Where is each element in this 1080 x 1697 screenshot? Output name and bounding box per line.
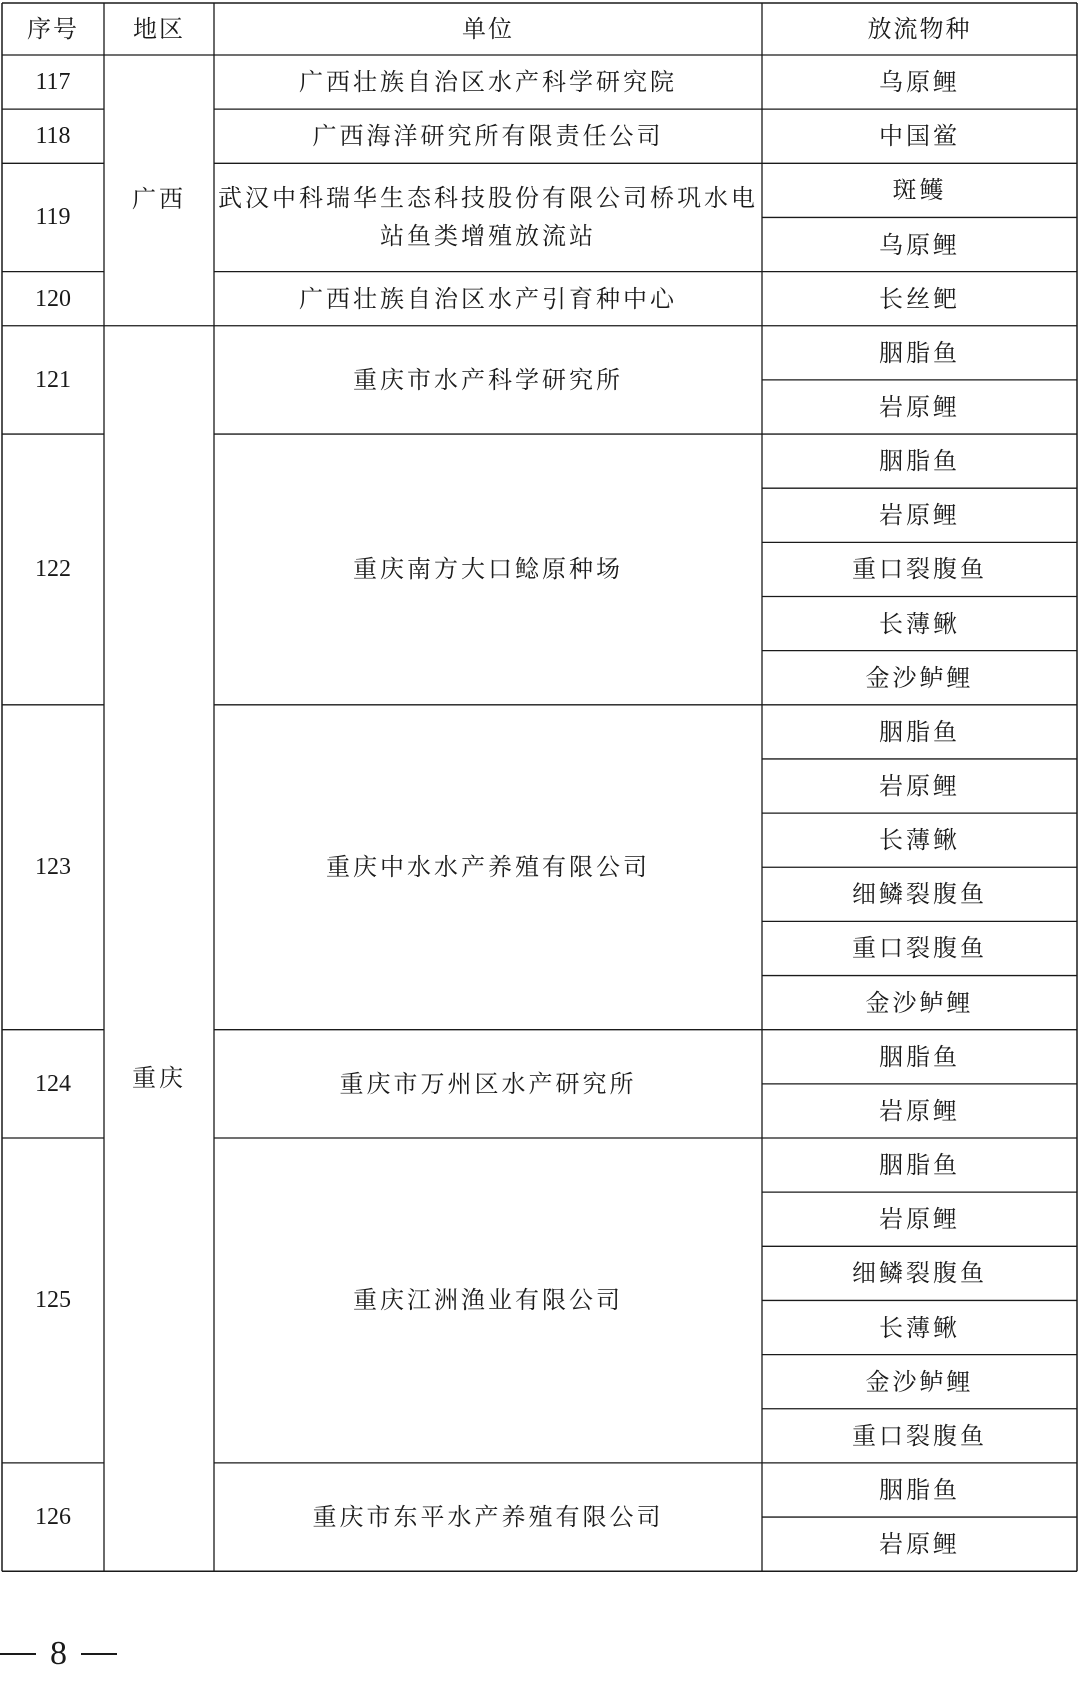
species-cell: 金沙鲈鲤: [865, 988, 974, 1017]
species-cell: 重口裂腹鱼: [852, 934, 987, 963]
text-line: 武汉中科瑞华生态科技股份有限公司桥巩水电: [218, 184, 758, 213]
header-species: 放流物种: [867, 15, 972, 43]
species-cell: 胭脂鱼: [879, 717, 960, 746]
footer-dash-right: [81, 1653, 117, 1655]
seq-cell: 123: [35, 854, 71, 881]
header-region: 地区: [133, 15, 185, 43]
species-cell: 胭脂鱼: [879, 1042, 960, 1071]
species-cell: 重口裂腹鱼: [852, 555, 987, 584]
species-cell: 长丝鲃: [879, 284, 960, 313]
seq-cell: 117: [35, 69, 71, 96]
species-cell: 乌原鲤: [879, 68, 960, 97]
text-line: 广西壮族自治区水产科学研究院: [299, 68, 677, 97]
text-line: 广西海洋研究所有限责任公司: [312, 122, 664, 151]
seq-cell: 125: [35, 1287, 71, 1314]
species-cell: 岩原鲤: [879, 1205, 960, 1234]
seq-cell: 119: [35, 204, 71, 231]
text-line: 站鱼类增殖放流站: [380, 222, 596, 251]
region-chongqing: 重庆: [132, 1064, 186, 1093]
page-number: 8: [50, 1635, 67, 1672]
species-cell: 岩原鲤: [879, 501, 960, 530]
species-cell: 胭脂鱼: [879, 338, 960, 367]
text-line: 重庆市东平水产养殖有限公司: [312, 1503, 664, 1532]
species-cell: 细鳞裂腹鱼: [852, 1259, 987, 1288]
text-line: 重庆江洲渔业有限公司: [353, 1286, 623, 1315]
seq-cell: 118: [35, 123, 71, 150]
text-line: 广西壮族自治区水产引育种中心: [299, 284, 677, 313]
footer-dash-left: [0, 1653, 36, 1655]
species-cell: 细鳞裂腹鱼: [852, 880, 987, 909]
text-line: 重庆市万州区水产研究所: [339, 1069, 637, 1098]
species-cell: 金沙鲈鲤: [865, 1367, 974, 1396]
species-cell: 岩原鲤: [879, 772, 960, 800]
page-footer: [0, 1632, 117, 1676]
species-cell: 金沙鲈鲤: [865, 663, 974, 692]
species-cell: 长薄鳅: [879, 609, 960, 638]
species-cell: 岩原鲤: [879, 392, 960, 421]
species-cell: 长薄鳅: [879, 1313, 960, 1342]
species-cell: 胭脂鱼: [879, 447, 960, 476]
species-cell: 长薄鳅: [879, 826, 960, 855]
seq-cell: 126: [35, 1504, 71, 1531]
species-cell: 重口裂腹鱼: [852, 1421, 987, 1450]
seq-cell: 121: [35, 366, 71, 393]
text-line: 重庆南方大口鲶原种场: [353, 555, 623, 584]
header-unit: 单位: [462, 15, 514, 43]
species-cell: 岩原鲤: [879, 1096, 960, 1125]
species-cell: 乌原鲤: [879, 230, 960, 259]
species-cell: 岩原鲤: [879, 1530, 960, 1559]
text-line: 重庆中水水产养殖有限公司: [326, 853, 650, 882]
seq-cell: 120: [35, 285, 71, 312]
species-cell: 斑鳠: [892, 176, 947, 205]
seq-cell: 124: [35, 1070, 71, 1097]
seq-cell: 122: [35, 556, 71, 583]
species-cell: 中国鲎: [879, 122, 960, 151]
text-line: 重庆市水产科学研究所: [353, 365, 623, 394]
region-guangxi: 广西: [132, 184, 186, 213]
header-seq: 序号: [27, 15, 79, 43]
species-cell: 胭脂鱼: [879, 1151, 960, 1180]
species-cell: 胭脂鱼: [879, 1475, 960, 1504]
